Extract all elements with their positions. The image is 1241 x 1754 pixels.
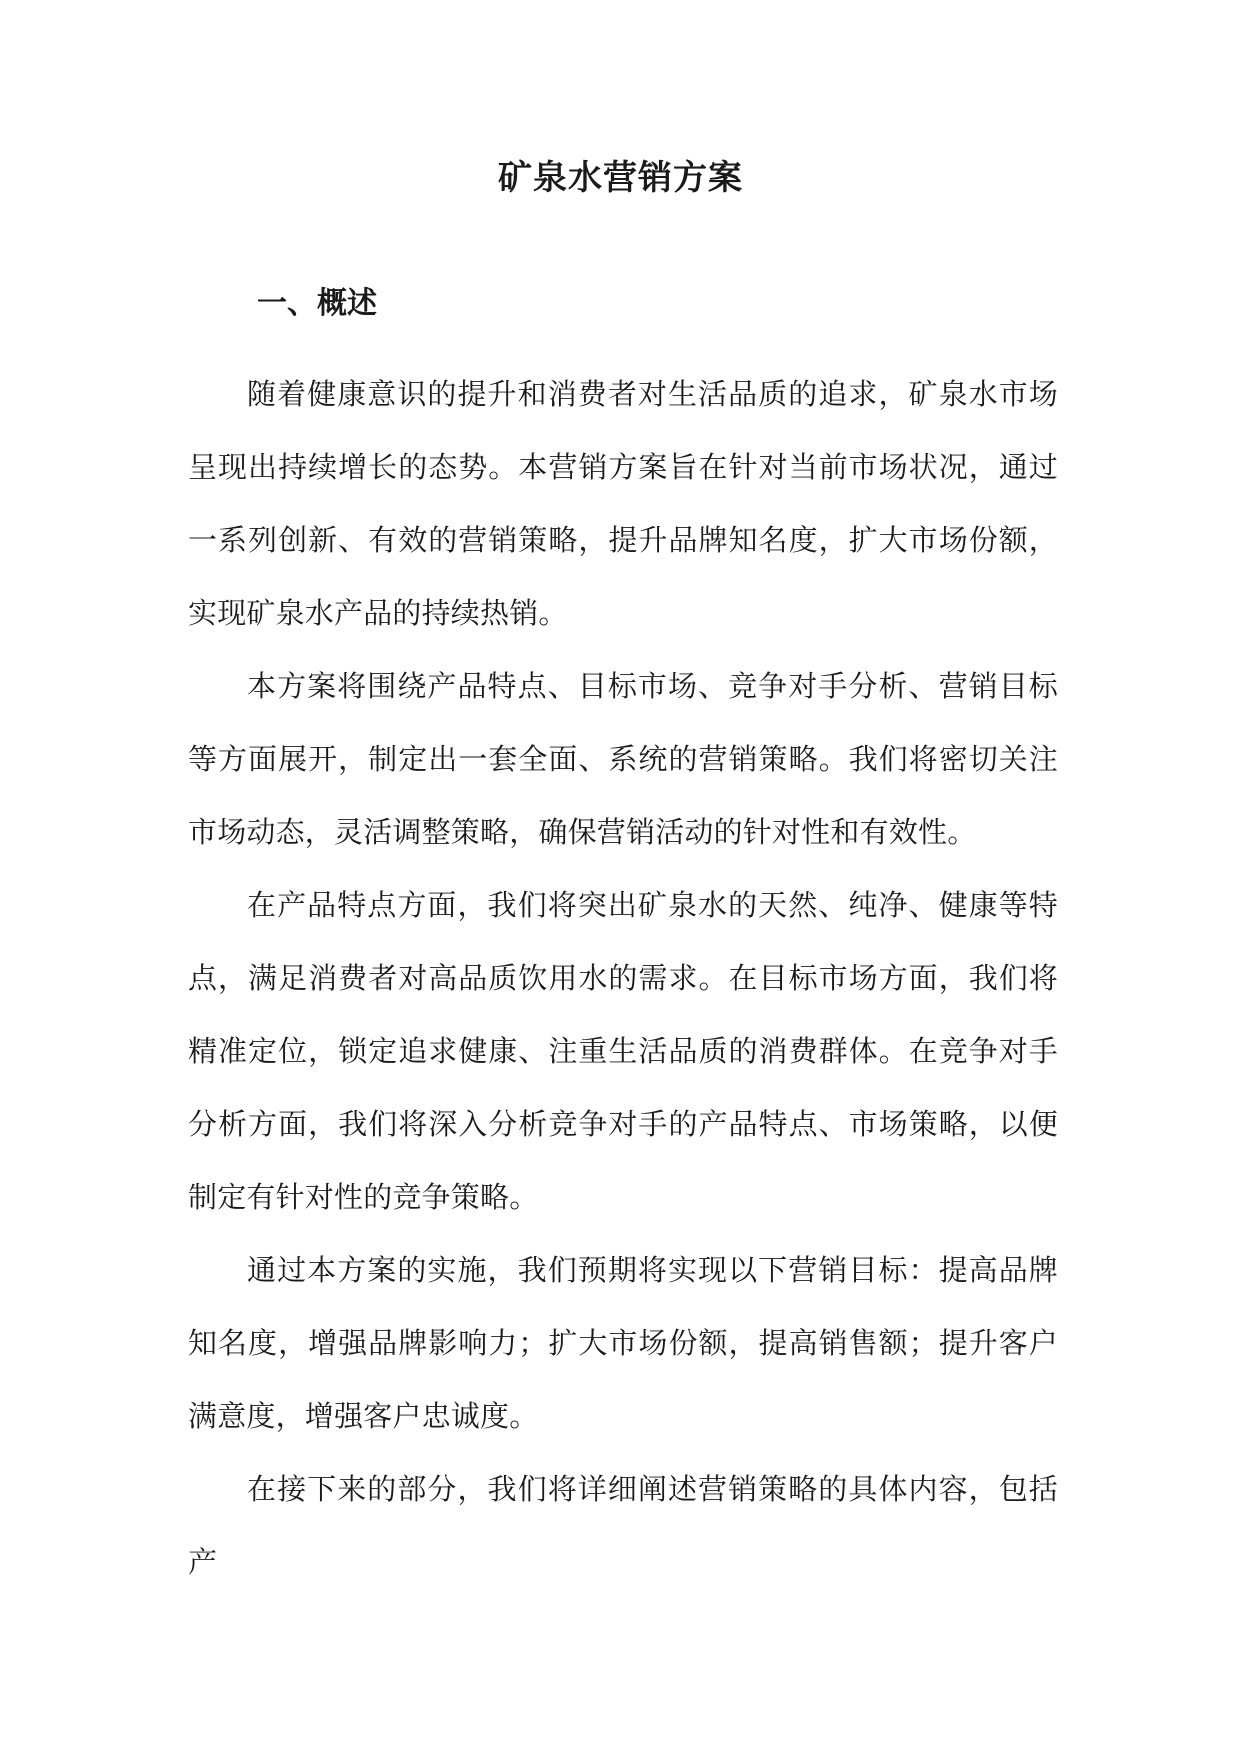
paragraph: 在接下来的部分，我们将详细阐述营销策略的具体内容，包括产 xyxy=(188,1472,1058,1579)
paragraph: 本方案将围绕产品特点、目标市场、竞争对手分析、营销目标等方面展开，制定出一套全面、系统的营销策略。我们将密切关注市场动态，灵活调整策略，确保营销活动的针对性和有效性。 xyxy=(188,669,1058,849)
document-title: 矿泉水营销方案 xyxy=(498,158,743,198)
paragraph: 随着健康意识的提升和消费者对生活品质的追求，矿泉水市场呈现出持续增长的态势。本营销方案旨在针对当前市场状况，通过一系列创新、有效的营销策略，提升品牌知名度，扩大市场份额，实现矿泉水产品的持续热销。 xyxy=(188,377,1058,630)
section-heading-overview: 一、概述 xyxy=(257,286,377,321)
section-body-overview xyxy=(188,358,1058,1599)
paragraph: 在产品特点方面，我们将突出矿泉水的天然、纯净、健康等特点，满足消费者对高品质饮用水的需求。在目标市场方面，我们将精准定位，锁定追求健康、注重生活品质的消费群体。在竞争对手分析方面，我们将深入分析竞争对手的产品特点、市场策略，以便制定有针对性的竞争策略。 xyxy=(188,888,1058,1214)
paragraph: 通过本方案的实施，我们预期将实现以下营销目标：提高品牌知名度，增强品牌影响力；扩大市场份额，提高销售额；提升客户满意度，增强客户忠诚度。 xyxy=(188,1253,1058,1433)
